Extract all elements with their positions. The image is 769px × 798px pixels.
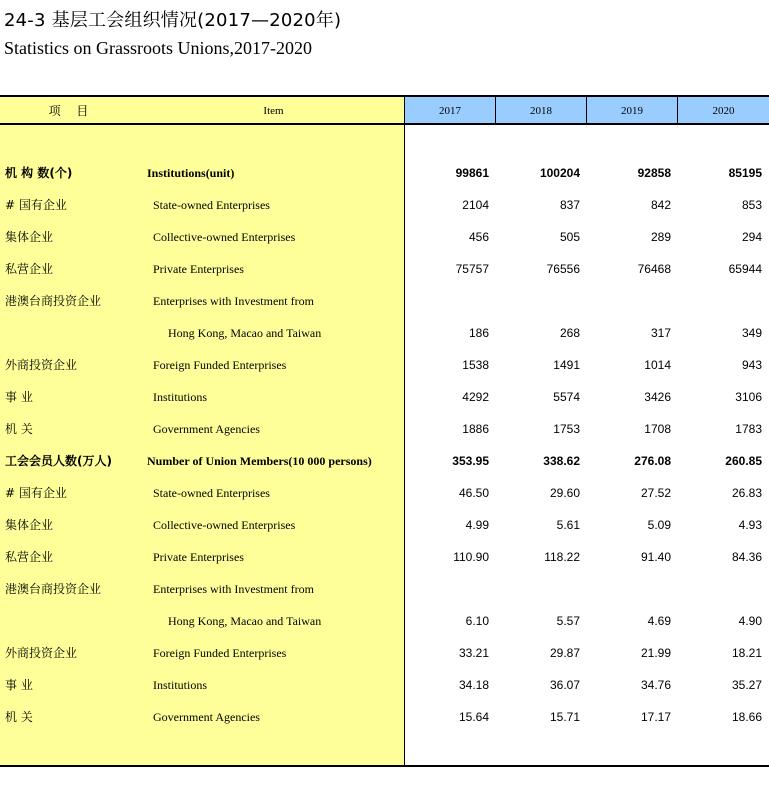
cell-value-2019: 1014 (644, 358, 671, 372)
row-label-en: Hong Kong, Macao and Taiwan (168, 614, 322, 628)
row-label-cn: 港澳台商投资企业 (5, 294, 102, 308)
row-label-en: Government Agencies (153, 422, 260, 436)
row-label-cn: # 国有企业 (5, 486, 67, 500)
table-row (0, 157, 769, 189)
table-row (0, 509, 769, 541)
row-label-en: Enterprises with Investment from (153, 582, 314, 596)
cell-value-2020: 18.66 (731, 710, 762, 724)
cell-value-2020: 18.21 (731, 646, 762, 660)
cell-value-2018: 100204 (539, 166, 580, 180)
cell-value-2018: 29.60 (549, 486, 580, 500)
cell-value-2019: 4.69 (647, 614, 671, 628)
cell-value-2017: 456 (468, 230, 489, 244)
cell-value-2017: 6.10 (465, 614, 489, 628)
row-label-cn: 集体企业 (5, 230, 54, 244)
table-row (0, 445, 769, 477)
row-label-en: Government Agencies (153, 710, 260, 724)
cell-value-2017: 4.99 (465, 518, 489, 532)
cell-value-2020: 35.27 (731, 678, 762, 692)
cell-value-2018: 1753 (553, 422, 580, 436)
cell-value-2018: 5574 (553, 390, 580, 404)
cell-value-2017: 1886 (462, 422, 489, 436)
row-label-en: Institutions (153, 390, 208, 404)
cell-value-2019: 3426 (644, 390, 671, 404)
cell-value-2020: 65944 (728, 262, 762, 276)
cell-value-2019: 27.52 (640, 486, 671, 500)
cell-value-2020: 260.85 (725, 454, 762, 468)
page-title-en: Statistics on Grassroots Unions,2017-2020 (4, 38, 312, 58)
table-row (0, 477, 769, 509)
table-row (0, 605, 769, 637)
row-label-cn: 集体企业 (5, 518, 54, 532)
cell-value-2018: 268 (559, 326, 580, 340)
cell-value-2019: 289 (650, 230, 671, 244)
cell-value-2020: 853 (741, 198, 762, 212)
cell-value-2018: 5.61 (556, 518, 580, 532)
row-label-cn: 机 关 (5, 710, 33, 724)
cell-value-2017: 186 (468, 326, 489, 340)
table-row (0, 637, 769, 669)
cell-value-2018: 5.57 (556, 614, 580, 628)
cell-value-2018: 1491 (553, 358, 580, 372)
column-divider (495, 95, 496, 123)
cell-value-2018: 36.07 (549, 678, 580, 692)
cell-value-2018: 505 (559, 230, 580, 244)
cell-value-2019: 276.08 (634, 454, 671, 468)
cell-value-2019: 17.17 (640, 710, 671, 724)
row-label-cn: 事 业 (5, 390, 33, 404)
row-label-en: Collective-owned Enterprises (153, 518, 296, 532)
row-label-en: Foreign Funded Enterprises (153, 646, 287, 660)
cell-value-2020: 85195 (728, 166, 762, 180)
cell-value-2017: 4292 (462, 390, 489, 404)
cell-value-2019: 92858 (637, 166, 671, 180)
table-row (0, 381, 769, 413)
cell-value-2017: 99861 (455, 166, 489, 180)
row-label-cn: 外商投资企业 (5, 358, 78, 372)
table-row (0, 317, 769, 349)
table-row (0, 253, 769, 285)
header-year-2020: 2020 (678, 97, 769, 123)
table-row (0, 573, 769, 605)
cell-value-2017: 1538 (462, 358, 489, 372)
row-label-en: State-owned Enterprises (153, 486, 270, 500)
row-label-cn: 机 构 数(个) (5, 166, 73, 180)
column-divider (677, 95, 678, 123)
row-label-en: Private Enterprises (153, 550, 244, 564)
row-label-en: State-owned Enterprises (153, 198, 270, 212)
table-row (0, 349, 769, 381)
cell-value-2019: 1708 (644, 422, 671, 436)
cell-value-2017: 2104 (462, 198, 489, 212)
header-item-cn: 项 目 (0, 97, 143, 123)
cell-value-2020: 294 (741, 230, 762, 244)
row-label-cn: 工会会员人数(万人) (5, 454, 112, 468)
row-label-en: Institutions(unit) (147, 166, 235, 180)
cell-value-2017: 75757 (455, 262, 489, 276)
row-label-en: Institutions (153, 678, 208, 692)
table-header (0, 95, 769, 125)
header-item-en: Item (143, 97, 404, 123)
table-row (0, 701, 769, 733)
row-label-cn: 外商投资企业 (5, 646, 78, 660)
cell-value-2017: 15.64 (458, 710, 489, 724)
table-bottom-rule (0, 765, 769, 767)
cell-value-2018: 837 (559, 198, 580, 212)
row-label-cn: 机 关 (5, 422, 33, 436)
cell-value-2020: 4.90 (738, 614, 762, 628)
row-label-cn: 私营企业 (5, 550, 54, 564)
cell-value-2019: 842 (650, 198, 671, 212)
cell-value-2019: 91.40 (640, 550, 671, 564)
row-label-cn: 事 业 (5, 678, 33, 692)
row-label-cn: 港澳台商投资企业 (5, 582, 102, 596)
statistics-table (0, 95, 769, 767)
table-row (0, 221, 769, 253)
row-label-cn: 私营企业 (5, 262, 54, 276)
cell-value-2017: 46.50 (458, 486, 489, 500)
cell-value-2019: 76468 (637, 262, 671, 276)
row-label-en: Enterprises with Investment from (153, 294, 314, 308)
header-year-2017: 2017 (405, 97, 495, 123)
page-title-cn: 24-3 基层工会组织情况(2017—2020年) (4, 10, 342, 31)
cell-value-2020: 4.93 (738, 518, 762, 532)
table-row (0, 413, 769, 445)
cell-value-2020: 84.36 (731, 550, 762, 564)
cell-value-2017: 33.21 (458, 646, 489, 660)
cell-value-2020: 26.83 (731, 486, 762, 500)
row-label-en: Number of Union Members(10 000 persons) (147, 454, 372, 468)
row-label-en: Foreign Funded Enterprises (153, 358, 287, 372)
table-row (0, 669, 769, 701)
cell-value-2019: 5.09 (647, 518, 671, 532)
row-label-en: Hong Kong, Macao and Taiwan (168, 326, 322, 340)
table-row (0, 541, 769, 573)
row-label-en: Private Enterprises (153, 262, 244, 276)
cell-value-2018: 76556 (546, 262, 580, 276)
cell-value-2020: 943 (741, 358, 762, 372)
cell-value-2018: 338.62 (543, 454, 580, 468)
row-label-en: Collective-owned Enterprises (153, 230, 296, 244)
table-row (0, 189, 769, 221)
cell-value-2018: 118.22 (544, 550, 580, 564)
cell-value-2019: 317 (650, 326, 671, 340)
cell-value-2020: 349 (741, 326, 762, 340)
cell-value-2018: 15.71 (549, 710, 580, 724)
cell-value-2017: 110.90 (453, 550, 489, 564)
cell-value-2019: 21.99 (640, 646, 671, 660)
row-label-cn: # 国有企业 (5, 198, 67, 212)
cell-value-2020: 3106 (735, 390, 762, 404)
header-year-2018: 2018 (496, 97, 586, 123)
table-row (0, 285, 769, 317)
cell-value-2019: 34.76 (640, 678, 671, 692)
cell-value-2018: 29.87 (549, 646, 580, 660)
cell-value-2017: 353.95 (452, 454, 489, 468)
column-divider (586, 95, 587, 123)
header-year-2019: 2019 (587, 97, 677, 123)
cell-value-2017: 34.18 (458, 678, 489, 692)
cell-value-2020: 1783 (735, 422, 762, 436)
